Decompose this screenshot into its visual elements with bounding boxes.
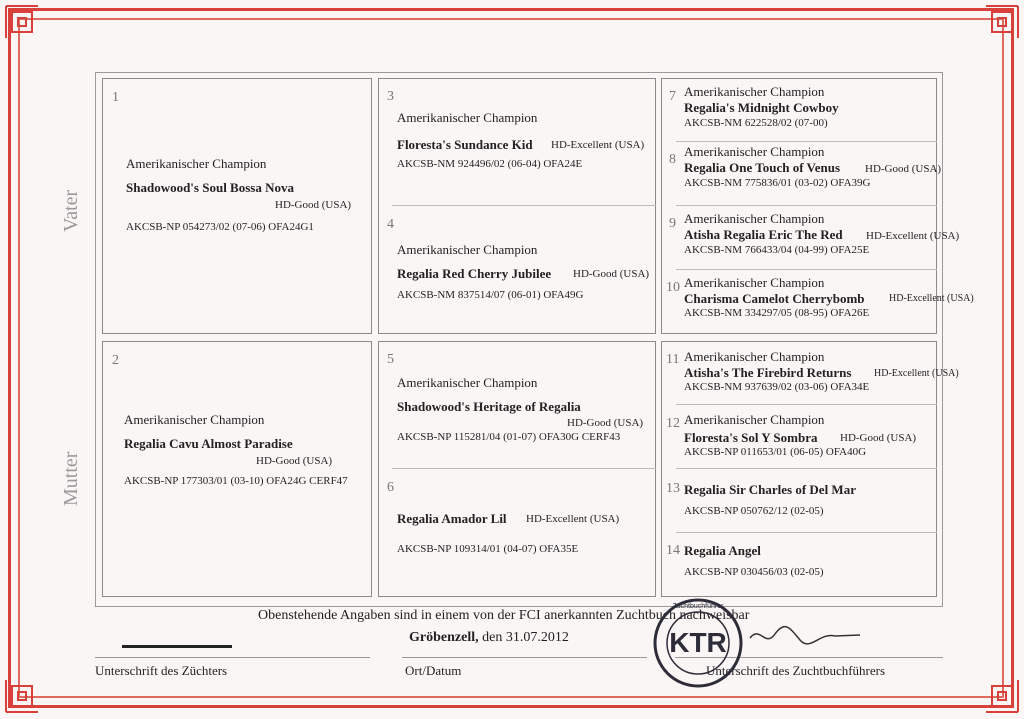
corner-ornament-icon — [984, 4, 1020, 40]
divider — [676, 141, 937, 142]
divider — [676, 404, 937, 405]
ancestor-registration: AKCSB-NP 054273/02 (07-06) OFA24G1 — [126, 221, 314, 233]
ancestor-hd: HD-Good (USA) — [567, 417, 644, 429]
ancestor-title: Amerikanischer Champion — [124, 412, 265, 427]
ancestor-title: Amerikanischer Champion — [397, 110, 538, 125]
corner-ornament-icon — [4, 4, 40, 40]
ancestor-title: Amerikanischer Champion — [684, 211, 825, 226]
ancestor-registration: AKCSB-NP 115281/04 (01-07) OFA30G CERF43 — [397, 431, 621, 443]
ancestor-hd: HD-Good (USA) — [275, 199, 352, 211]
stamp-ring-text: Zuchtbuchführer — [672, 603, 724, 610]
ancestor-hd: HD-Excellent (USA) — [526, 513, 620, 525]
ancestor-title: Amerikanischer Champion — [126, 156, 267, 171]
ancestor-hd: HD-Good (USA) — [865, 163, 942, 175]
ancestor-registration: AKCSB-NP 011653/01 (06-05) OFA40G — [684, 446, 867, 458]
ancestor-name: Regalia Sir Charles of Del Mar — [684, 482, 856, 497]
corner-ornament-icon — [984, 678, 1020, 714]
divider — [392, 205, 656, 206]
ancestor-name: Regalia Red Cherry Jubilee — [397, 266, 552, 281]
ancestor-name: Floresta's Sundance Kid — [397, 137, 533, 152]
ancestor-number: 11 — [666, 352, 680, 367]
ancestor-title: Amerikanischer Champion — [684, 349, 825, 364]
registrar-signature-icon — [745, 620, 865, 650]
divider — [676, 468, 937, 469]
ancestor-name: Regalia Amador Lil — [397, 511, 507, 526]
ancestor-title: Amerikanischer Champion — [397, 375, 538, 390]
date: den 31.07.2012 — [478, 630, 569, 645]
breeder-signature-line — [122, 645, 232, 648]
ancestor-number: 4 — [387, 217, 394, 232]
ancestor-registration: AKCSB-NP 109314/01 (04-07) OFA35E — [397, 543, 579, 555]
ancestor-registration: AKCSB-NM 937639/02 (03-06) OFA34E — [684, 381, 870, 393]
signature-line — [402, 657, 647, 658]
ancestor-name: Floresta's Sol Y Sombra — [684, 430, 818, 445]
corner-ornament-icon — [4, 678, 40, 714]
place: Gröbenzell, — [409, 630, 479, 645]
signature-line — [95, 657, 370, 658]
ancestor-title: Amerikanischer Champion — [684, 275, 825, 290]
ancestor-name: Regalia One Touch of Venus — [684, 160, 841, 175]
ancestor-registration: AKCSB-NM 924496/02 (06-04) OFA24E — [397, 158, 583, 170]
divider — [392, 468, 656, 469]
ancestor-registration: AKCSB-NP 177303/01 (03-10) OFA24G CERF47 — [124, 475, 348, 487]
ancestor-name: Shadowood's Heritage of Regalia — [397, 399, 581, 414]
ancestor-registration: AKCSB-NM 775836/01 (03-02) OFA39G — [684, 177, 871, 189]
ancestor-name: Regalia's Midnight Cowboy — [684, 100, 839, 115]
ancestor-hd: HD-Good (USA) — [573, 268, 650, 280]
ancestor-number: 6 — [387, 480, 394, 495]
ancestor-registration: AKCSB-NM 622528/02 (07-00) — [684, 117, 828, 129]
ancestor-hd: HD-Excellent (USA) — [889, 293, 974, 304]
ancestor-name: Regalia Cavu Almost Paradise — [124, 436, 293, 451]
ancestor-number: 2 — [112, 353, 119, 368]
registrar-stamp — [648, 597, 748, 689]
ancestor-registration: AKCSB-NP 030456/03 (02-05) — [684, 566, 824, 578]
father-side-label: Vater — [60, 189, 82, 232]
ancestor-number: 3 — [387, 89, 394, 104]
place-date — [409, 630, 569, 646]
stamp-center: KTR — [669, 627, 727, 658]
divider — [676, 269, 937, 270]
ancestor-title: Amerikanischer Champion — [684, 412, 825, 427]
ancestor-number: 7 — [669, 89, 676, 104]
ancestor-registration: AKCSB-NM 837514/07 (06-01) OFA49G — [397, 289, 584, 301]
ancestor-number: 1 — [112, 90, 119, 105]
ancestor-name: Atisha Regalia Eric The Red — [684, 227, 843, 242]
ancestor-name: Regalia Angel — [684, 543, 761, 558]
divider — [676, 205, 937, 206]
ancestor-hd: HD-Excellent (USA) — [866, 230, 960, 242]
mother-side-label: Mutter — [60, 451, 82, 506]
ancestor-number: 9 — [669, 216, 676, 231]
registrar-signature-label: Unterschrift des Zuchtbuchführers — [706, 663, 886, 678]
ancestor-hd: HD-Good (USA) — [256, 455, 333, 467]
ancestor-registration: AKCSB-NM 334297/05 (08-95) OFA26E — [684, 307, 870, 319]
ancestor-name: Charisma Camelot Cherrybomb — [684, 291, 865, 306]
ancestor-hd: HD-Excellent (USA) — [874, 368, 959, 379]
ancestor-number: 14 — [666, 543, 680, 558]
ancestor-number: 5 — [387, 352, 394, 367]
ancestor-title: Amerikanischer Champion — [397, 242, 538, 257]
ancestor-title: Amerikanischer Champion — [684, 84, 825, 99]
fci-statement: Obenstehende Angaben sind in einem von der FCI anerkannten Zuchtbuch nachweisbar — [258, 608, 750, 623]
ancestor-name: Shadowood's Soul Bossa Nova — [126, 180, 294, 195]
ancestor-hd: HD-Excellent (USA) — [551, 139, 645, 151]
ancestor-title: Amerikanischer Champion — [684, 144, 825, 159]
ancestor-box-2 — [102, 341, 372, 597]
ancestor-registration: AKCSB-NP 050762/12 (02-05) — [684, 505, 824, 517]
ancestor-registration: AKCSB-NM 766433/04 (04-99) OFA25E — [684, 244, 870, 256]
ancestor-hd: HD-Good (USA) — [840, 432, 917, 444]
ancestor-number: 8 — [669, 152, 676, 167]
ancestor-name: Atisha's The Firebird Returns — [684, 365, 852, 380]
ancestor-number: 13 — [666, 481, 680, 496]
breeder-signature-label: Unterschrift des Züchters — [95, 663, 228, 678]
ancestor-number: 12 — [666, 416, 680, 431]
place-date-label: Ort/Datum — [405, 663, 462, 678]
ancestor-number: 10 — [666, 280, 680, 295]
divider — [676, 532, 937, 533]
